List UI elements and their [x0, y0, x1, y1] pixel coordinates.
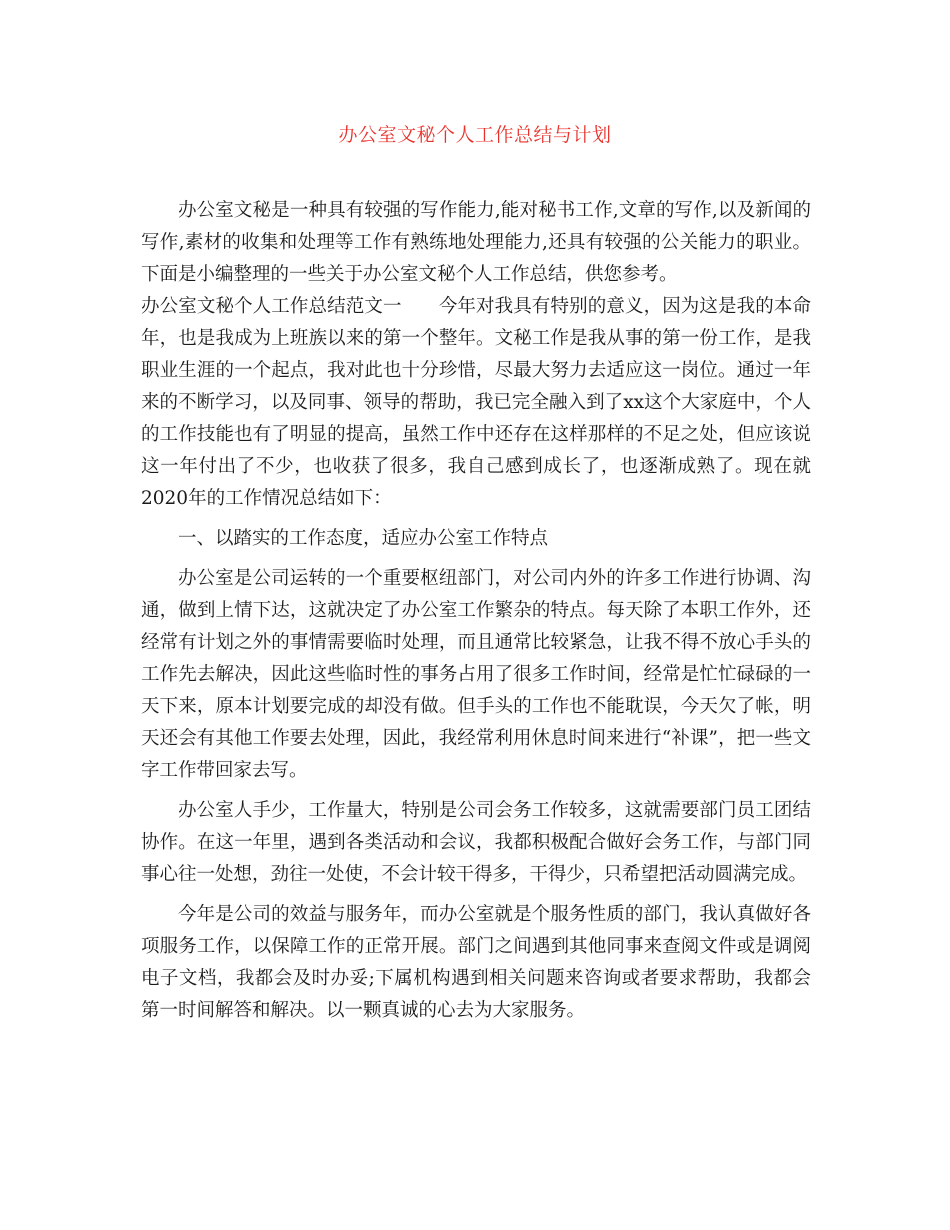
document-title: 办公室文秘个人工作总结与计划 — [338, 124, 612, 146]
document-body — [141, 195, 811, 1027]
paragraph-teamwork: 办公室人手少，工作量大，特别是公司会务工作较多，这就需要部门员工团结协作。在这一年里，遇到各类活动和会议，我都积极配合做好会务工作，与部门同事心往一处想，劲往一处使，不会计较干得多，干得少，只希望把活动圆满完成。 — [141, 800, 811, 885]
paragraph-service: 今年是公司的效益与服务年，而办公室就是个服务性质的部门，我认真做好各项服务工作，以保障工作的正常开展。部门之间遇到其他同事来查阅文件或是调阅电子文档，我都会及时办妥;下属机构遇到相关问题来咨询或者要求帮助，我都会第一时间解答和解决。以一颗真诚的心去为大家服务。 — [141, 904, 811, 1021]
paragraph-office-characteristics: 办公室是公司运转的一个重要枢纽部门，对公司内外的许多工作进行协调、沟通，做到上情下达，这就决定了办公室工作繁杂的特点。每天除了本职工作外，还经常有计划之外的事情需要临时处理，而且通常比较紧急，让我不得不放心手头的工作先去解决，因此这些临时性的事务占用了很多工作时间，经常是忙忙碌碌的一天下来，原本计划要完成的却没有做。但手头的工作也不能耽误，今天欠了帐，明天还会有其他工作要去处理，因此，我经常利用休息时间来进行“补课”，把一些文字工作带回家去写。 — [141, 568, 811, 781]
paragraph-sample-one: 办公室文秘个人工作总结范文一 今年对我具有特别的意义，因为这是我的本命年，也是我成为上班族以来的第一个整年。文秘工作是我从事的第一份工作，是我职业生涯的一个起点，我对此也十分珍惜，尽最大努力去适应这一岗位。通过一年来的不断学习，以及同事、领导的帮助，我已完全融入到了xx这个大家庭中，个人的工作技能也有了明显的提高，虽然工作中还存在这样那样的不足之处，但应该说这一年付出了不少，也收获了很多，我自己感到成长了，也逐渐成熟了。现在就2020年的工作情况总结如下： — [141, 296, 811, 509]
section-heading-1: 一、以踏实的工作态度，适应办公室工作特点 — [178, 528, 549, 549]
paragraph-intro: 办公室文秘是一种具有较强的写作能力,能对秘书工作,文章的写作,以及新闻的写作,素材的收集和处理等工作有熟练地处理能力,还具有较强的公关能力的职业。下面是小编整理的一些关于办公室文秘个人工作总结，供您参考。 — [141, 200, 811, 285]
